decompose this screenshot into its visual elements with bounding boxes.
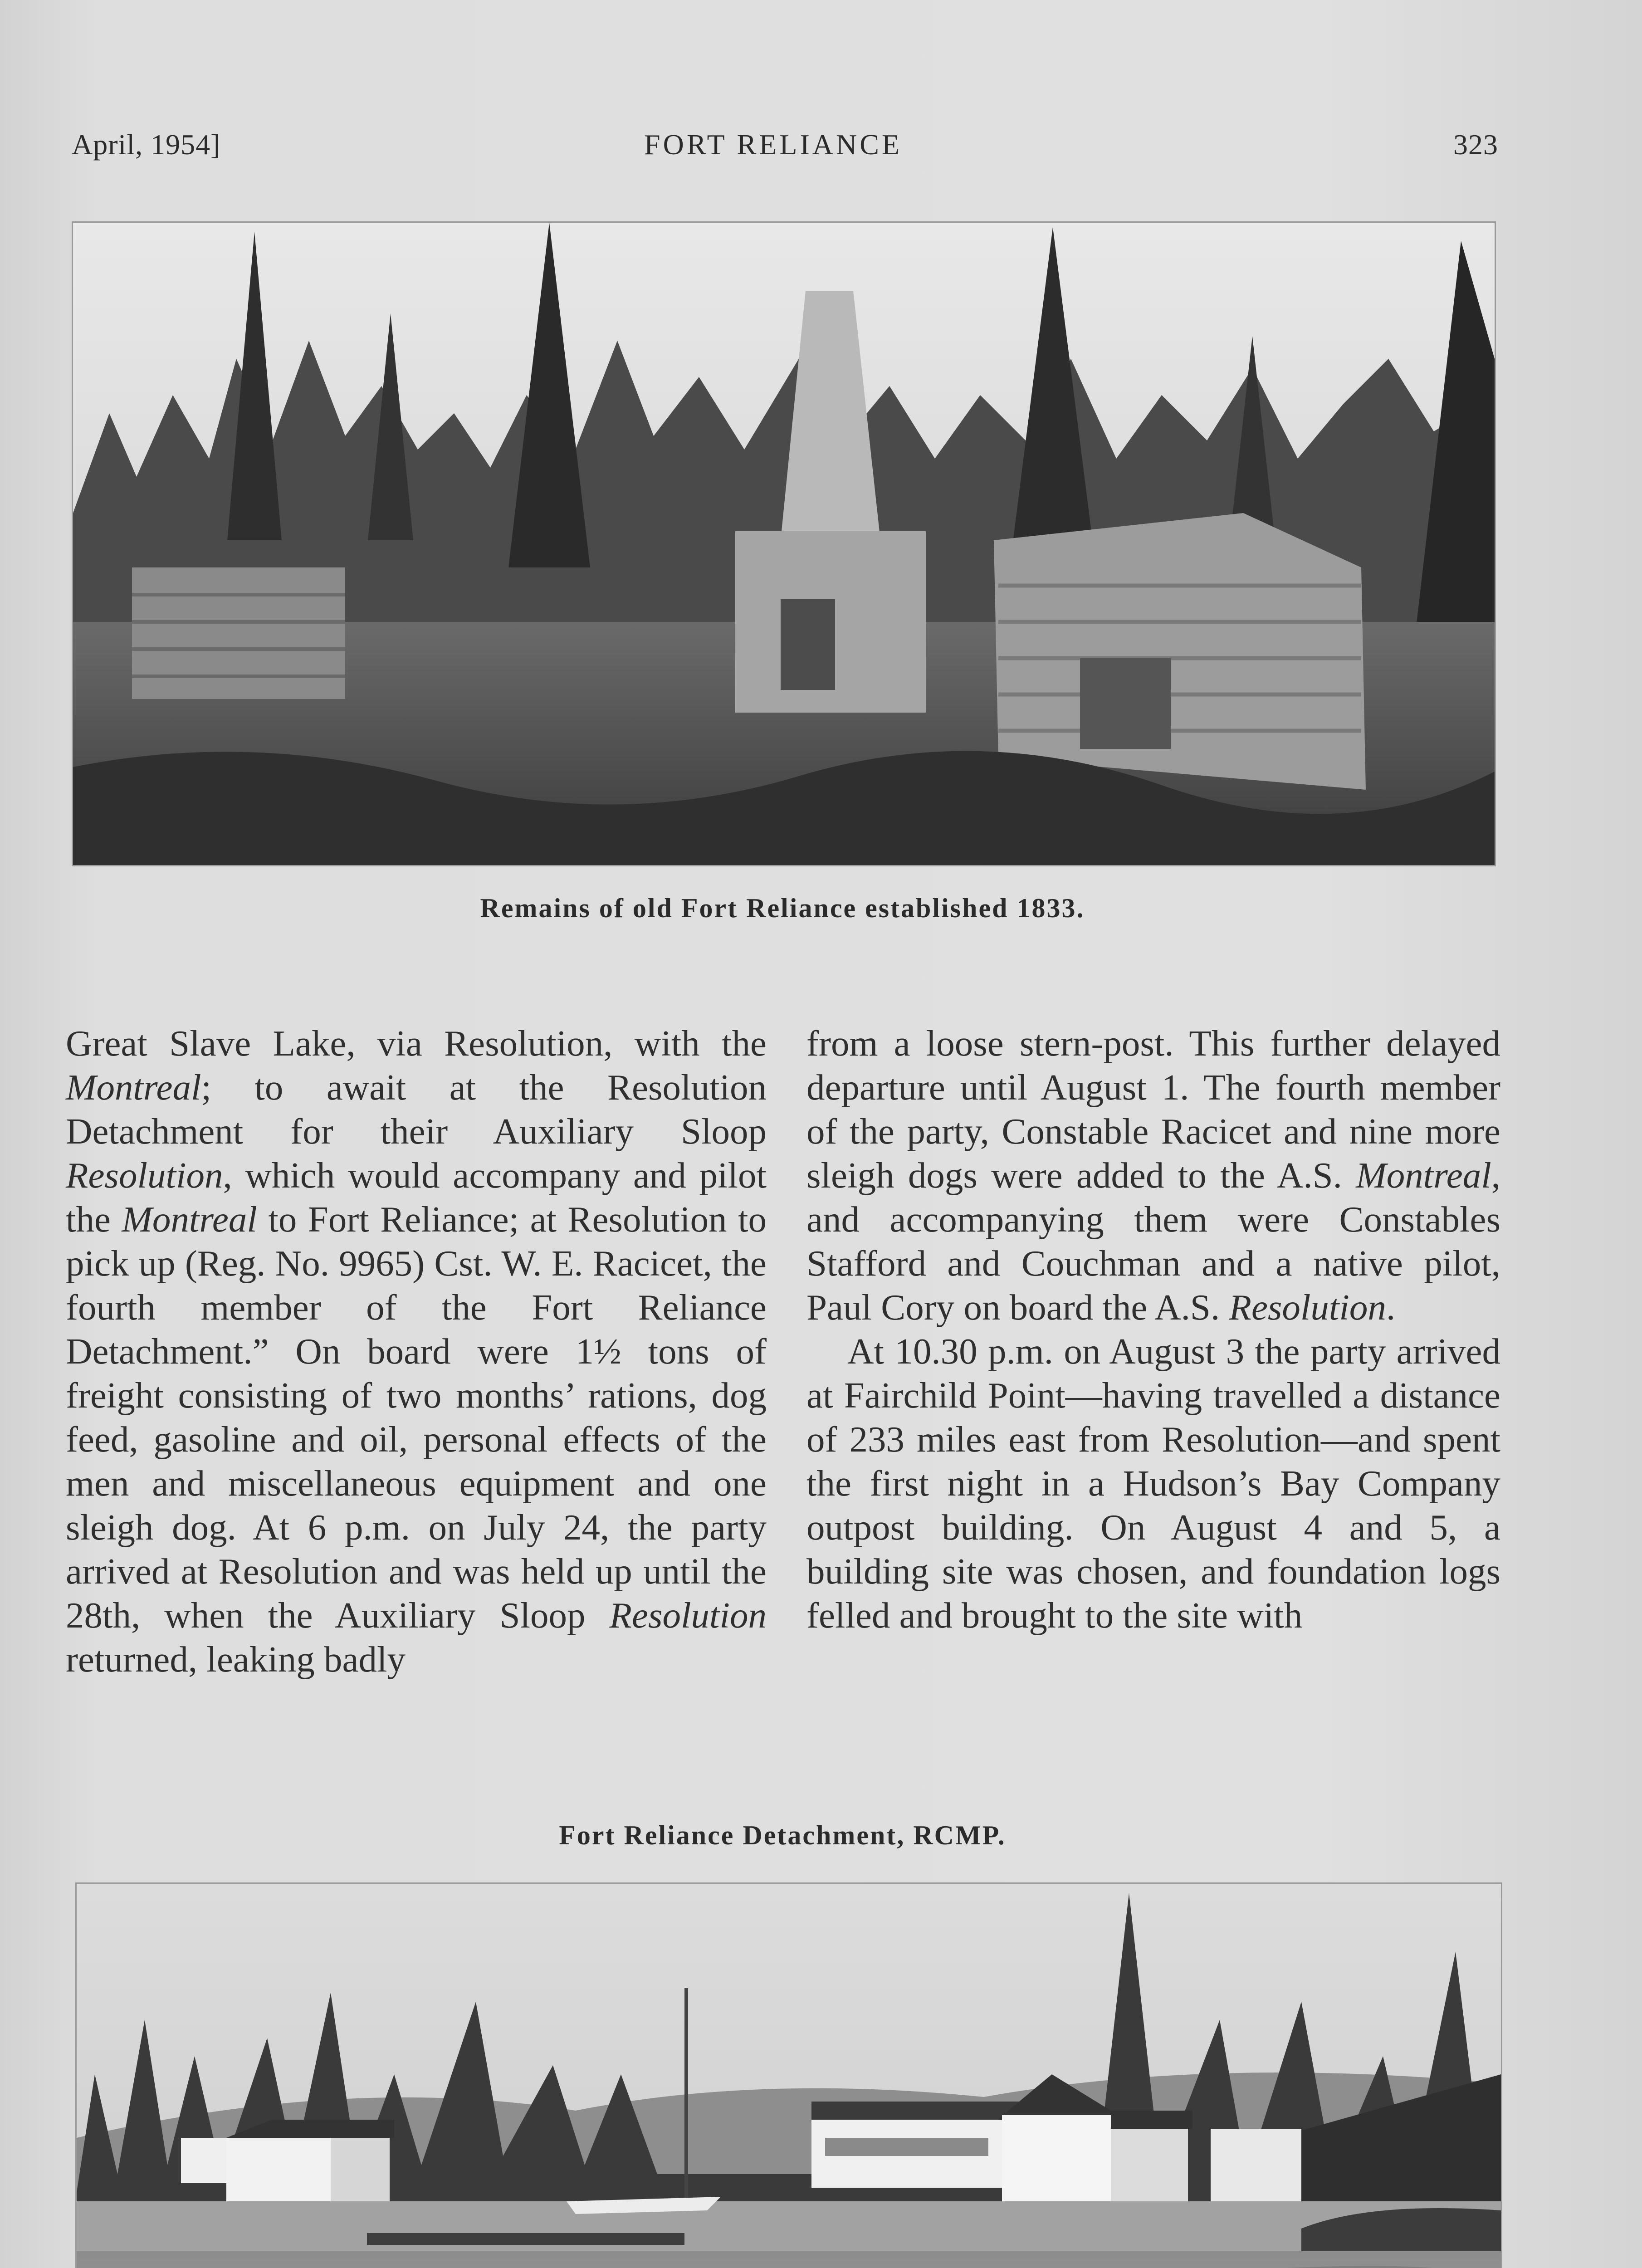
text-span: to Fort Reliance; at Resolution to pick up (Reg. No. 9965) Cst. W. E. Racicet, the fourth member of the Fort Reliance Detachment.” On board were 1½ tons of freight consisting of two months’ rations, dog feed, gasoline and oil, personal effects of the men and miscellaneous equipment and one sleigh dog. At 6 p.m. on July 24, the party arrived at Resolution and was held up until the 28th, when the Auxiliary Sloop — [66, 1199, 767, 1636]
running-head-date: April, 1954] — [72, 128, 221, 161]
text-span: , which would accompany and pilot the — [66, 1155, 767, 1240]
right-paragraph-1 — [806, 1022, 1500, 1330]
text-span: . — [1386, 1287, 1396, 1328]
italic-ship-name: Montreal — [1356, 1155, 1491, 1196]
page-number: 323 — [1453, 128, 1498, 161]
italic-ship-name: Resolution — [1229, 1287, 1386, 1328]
left-column-text — [66, 1022, 767, 1681]
text-span: from a loose stern-post. This further delayed departure until August 1. The fourth member of the party, Constable Racicet and nine more sleigh dogs were added to the A.S. — [806, 1023, 1500, 1196]
text-span: ; to await at the Resolution Detachment for their Auxiliary Sloop — [66, 1067, 767, 1152]
italic-ship-name: Resolution — [609, 1595, 767, 1636]
running-head-title: FORT RELIANCE — [644, 128, 902, 161]
fort-ruins-photo — [72, 221, 1496, 866]
text-span: , and accompanying them were Constables Stafford and Couchman and a native pilot, Paul Cory on board the A.S. — [806, 1155, 1500, 1328]
detachment-photo-caption: Fort Reliance Detachment, RCMP. — [559, 1820, 1006, 1850]
italic-ship-name: Resolution — [66, 1155, 223, 1196]
detachment-photo — [75, 1882, 1502, 2268]
ruins-photo-caption: Remains of old Fort Reliance established 1833. — [480, 893, 1085, 923]
right-paragraph-2: At 10.30 p.m. on August 3 the party arrived at Fairchild Point—having travelled a distance of 233 miles east from Resolution—and spent the first night in a Hudson’s Bay Company outpost building. On August 4 and 5, a building site was chosen, and foundation logs felled and brought to the site with — [806, 1331, 1500, 1636]
left-paragraph — [66, 1022, 767, 1681]
text-span: returned, leaking badly — [66, 1639, 406, 1680]
italic-ship-name: Montreal — [122, 1199, 257, 1240]
text-span: Great Slave Lake, via Resolution, with the — [66, 1023, 767, 1064]
italic-ship-name: Montreal — [66, 1067, 201, 1108]
right-column-text — [806, 1022, 1500, 1637]
